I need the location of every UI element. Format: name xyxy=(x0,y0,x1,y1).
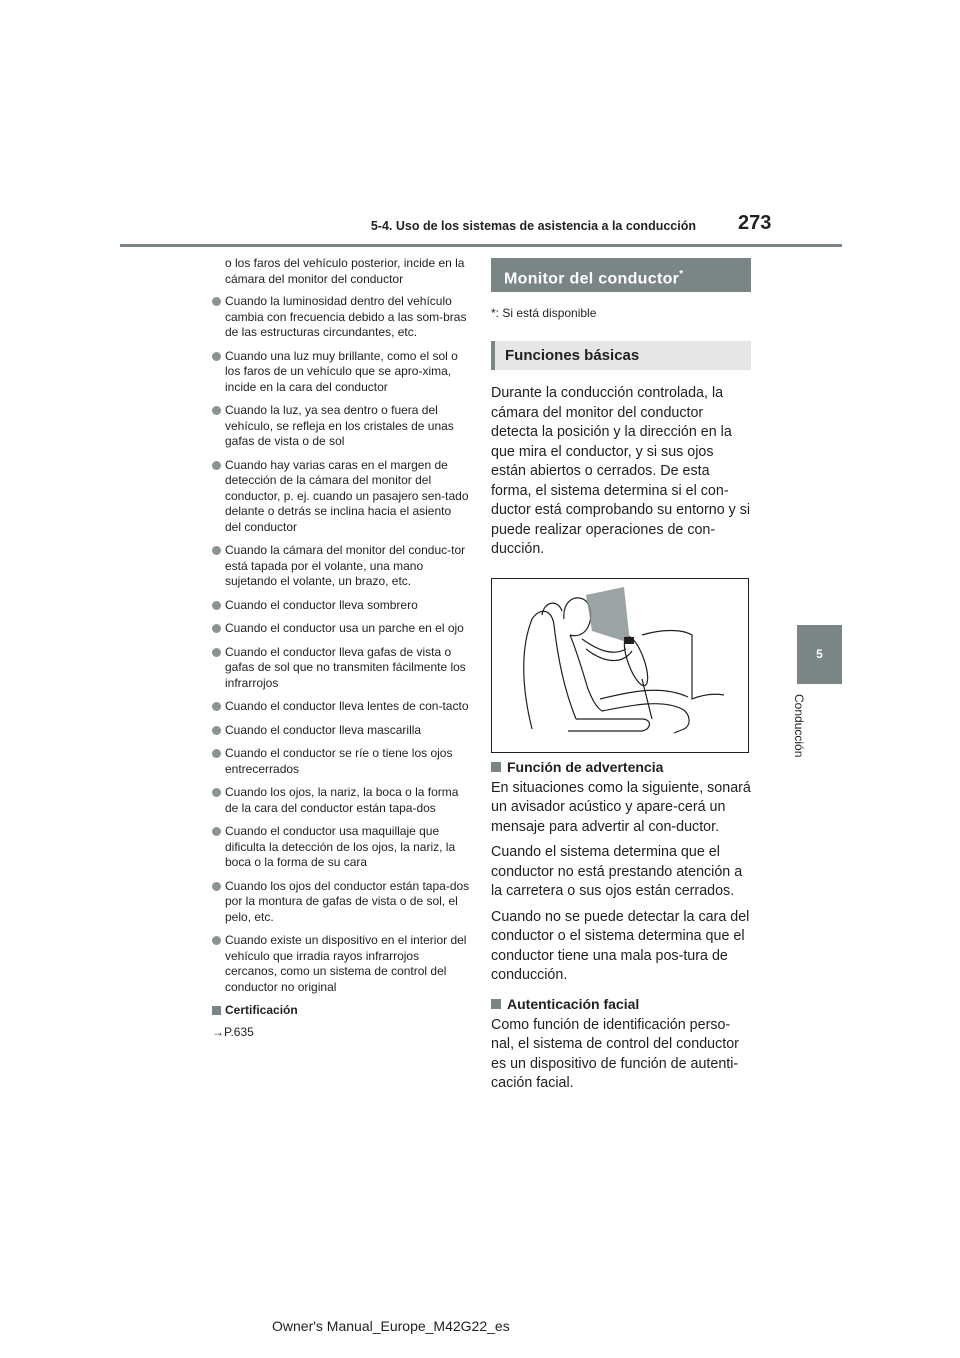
list-item-text: Cuando el conductor lleva mascarilla xyxy=(225,722,422,737)
list-item xyxy=(212,598,470,614)
list-item xyxy=(212,879,470,926)
list-item xyxy=(212,746,470,777)
bullet-dot-icon xyxy=(212,406,221,415)
bullet-dot-icon xyxy=(212,297,221,306)
banner-asterisk: * xyxy=(679,269,684,280)
list-item xyxy=(212,349,470,396)
bullet-list xyxy=(212,294,470,995)
intro-continuation: o los faros del vehículo posterior, incide en la cámara del monitor del conductor xyxy=(225,256,465,286)
bullet-dot-icon xyxy=(212,749,221,758)
list-item xyxy=(212,699,470,715)
manual-footer: Owner's Manual_Europe_M42G22_es xyxy=(272,1318,510,1334)
bullet-dot-icon xyxy=(212,546,221,555)
chapter-label: Conducción xyxy=(792,694,806,758)
square-bullet-icon xyxy=(491,999,501,1009)
bullet-dot-icon xyxy=(212,726,221,735)
certification-ref-link[interactable]: →P.635 xyxy=(212,1024,254,1039)
driver-seat-illustration-icon xyxy=(492,579,748,752)
basic-functions-paragraph: Durante la conducción controlada, la cámara del monitor del conductor detecta la posición y la dirección en la que mira el conductor, y si sus ojos están abiertos o cerrados. De esta forma, el sistema determina si el con-ductor está comprobando su entorno y si puede realizar operaciones de con-ducción. xyxy=(491,385,751,557)
square-bullet-icon xyxy=(491,762,501,772)
bullet-dot-icon xyxy=(212,788,221,797)
bullet-dot-icon xyxy=(212,352,221,361)
list-item xyxy=(212,824,470,871)
chapter-tab[interactable]: 5 xyxy=(797,625,842,684)
auth-heading-text: Autenticación facial xyxy=(507,995,640,1012)
section-title: 5-4. Uso de los sistemas de asistencia a la conducción xyxy=(370,219,696,233)
bullet-dot-icon xyxy=(212,882,221,891)
list-item-text: Cuando el conductor usa maquillaje que dificulta la detección de los ojos, la nariz, la boca o la forma de su cara xyxy=(225,824,456,869)
availability-footnote: *: Si está disponible xyxy=(491,306,597,320)
warning-function-heading xyxy=(491,759,751,775)
list-item xyxy=(212,458,470,536)
list-item xyxy=(212,294,470,341)
bullet-dot-icon xyxy=(212,624,221,633)
list-item-text: Cuando una luz muy brillante, como el sol o los faros de un vehículo que se apro-xima, incide en la cara del conductor xyxy=(225,348,458,394)
list-item xyxy=(212,785,470,816)
driver-monitor-illustration xyxy=(491,578,749,753)
list-item-text: Cuando el conductor se ríe o tiene los ojos entrecerrados xyxy=(225,746,453,776)
list-item xyxy=(212,723,470,739)
square-bullet-icon xyxy=(212,1006,221,1015)
warning-paragraph-2: Cuando el sistema determina que el conductor no está prestando atención a la carretera o sus ojos están cerrados. xyxy=(491,844,743,899)
bullet-dot-icon xyxy=(212,461,221,470)
section-banner xyxy=(491,258,751,292)
list-item-text: Cuando el conductor usa un parche en el ojo xyxy=(225,621,464,635)
bullet-dot-icon xyxy=(212,936,221,945)
warning-paragraph-1: En situaciones como la siguiente, sonará un avisador acústico y apare-cerá un mensaje para advertir al con-ductor. xyxy=(491,779,751,835)
bullet-dot-icon xyxy=(212,702,221,711)
list-item xyxy=(212,645,470,692)
page-number: 273 xyxy=(738,212,772,234)
bullet-dot-icon xyxy=(212,648,221,657)
list-item-text: Cuando existe un dispositivo en el interior del vehículo que irradia rayos infrarrojos cercanos, como un sistema de control del conductor no original xyxy=(225,933,467,994)
list-item-text: Cuando la luminosidad dentro del vehículo cambia con frecuencia debido a las som-bras de las estructuras circundantes, etc. xyxy=(225,294,467,339)
list-item-text: Cuando la luz, ya sea dentro o fuera del vehículo, se refleja en los cristales de unas gafas de vista o de sol xyxy=(225,403,454,448)
subsection-banner: Funciones básicas xyxy=(491,341,751,370)
list-item-text: Cuando los ojos, la nariz, la boca o la forma de la cara del conductor están tapa-dos xyxy=(225,785,459,815)
list-item-text: Cuando el conductor lleva sombrero xyxy=(225,597,418,612)
certification-heading-text: Certificación xyxy=(225,1003,298,1017)
list-item-text: Cuando el conductor lleva lentes de con-tacto xyxy=(225,699,469,713)
list-item-text: Cuando los ojos del conductor están tapa-dos por la montura de gafas de vista o de sol, el pelo, etc. xyxy=(225,878,470,924)
left-column xyxy=(212,256,470,1047)
list-item xyxy=(212,621,470,637)
list-item-text: Cuando hay varias caras en el margen de detección de la cámara del monitor del conductor, p. ej. cuando un pasajero sen-tado delante o detrás se inclina hacia el asiento del conductor xyxy=(225,457,469,534)
banner-title: Monitor del conductor xyxy=(504,270,680,288)
bullet-dot-icon xyxy=(212,601,221,610)
list-item-text: Cuando el conductor lleva gafas de vista o gafas de sol que no transmiten fácilmente los infrarrojos xyxy=(225,644,466,690)
facial-auth-heading xyxy=(491,996,751,1012)
warning-heading-text: Función de advertencia xyxy=(507,758,664,775)
warning-paragraph-3: Cuando no se puede detectar la cara del conductor o el sistema determina que el conductor tiene una mala pos-tura de conducción. xyxy=(491,908,750,983)
list-item xyxy=(212,543,470,590)
list-item xyxy=(212,403,470,450)
auth-paragraph: Como función de identificación perso-nal, el sistema de control del conductor es un dispositivo de función de autenti-cación facial. xyxy=(491,1016,739,1091)
header-rule xyxy=(120,244,842,247)
list-item xyxy=(212,933,470,995)
right-column xyxy=(491,258,751,1100)
list-item-text: Cuando la cámara del monitor del conduc-tor está tapada por el volante, una mano sujetando el volante, un brazo, etc. xyxy=(225,543,466,588)
bullet-dot-icon xyxy=(212,827,221,836)
certification-heading xyxy=(212,1003,470,1019)
